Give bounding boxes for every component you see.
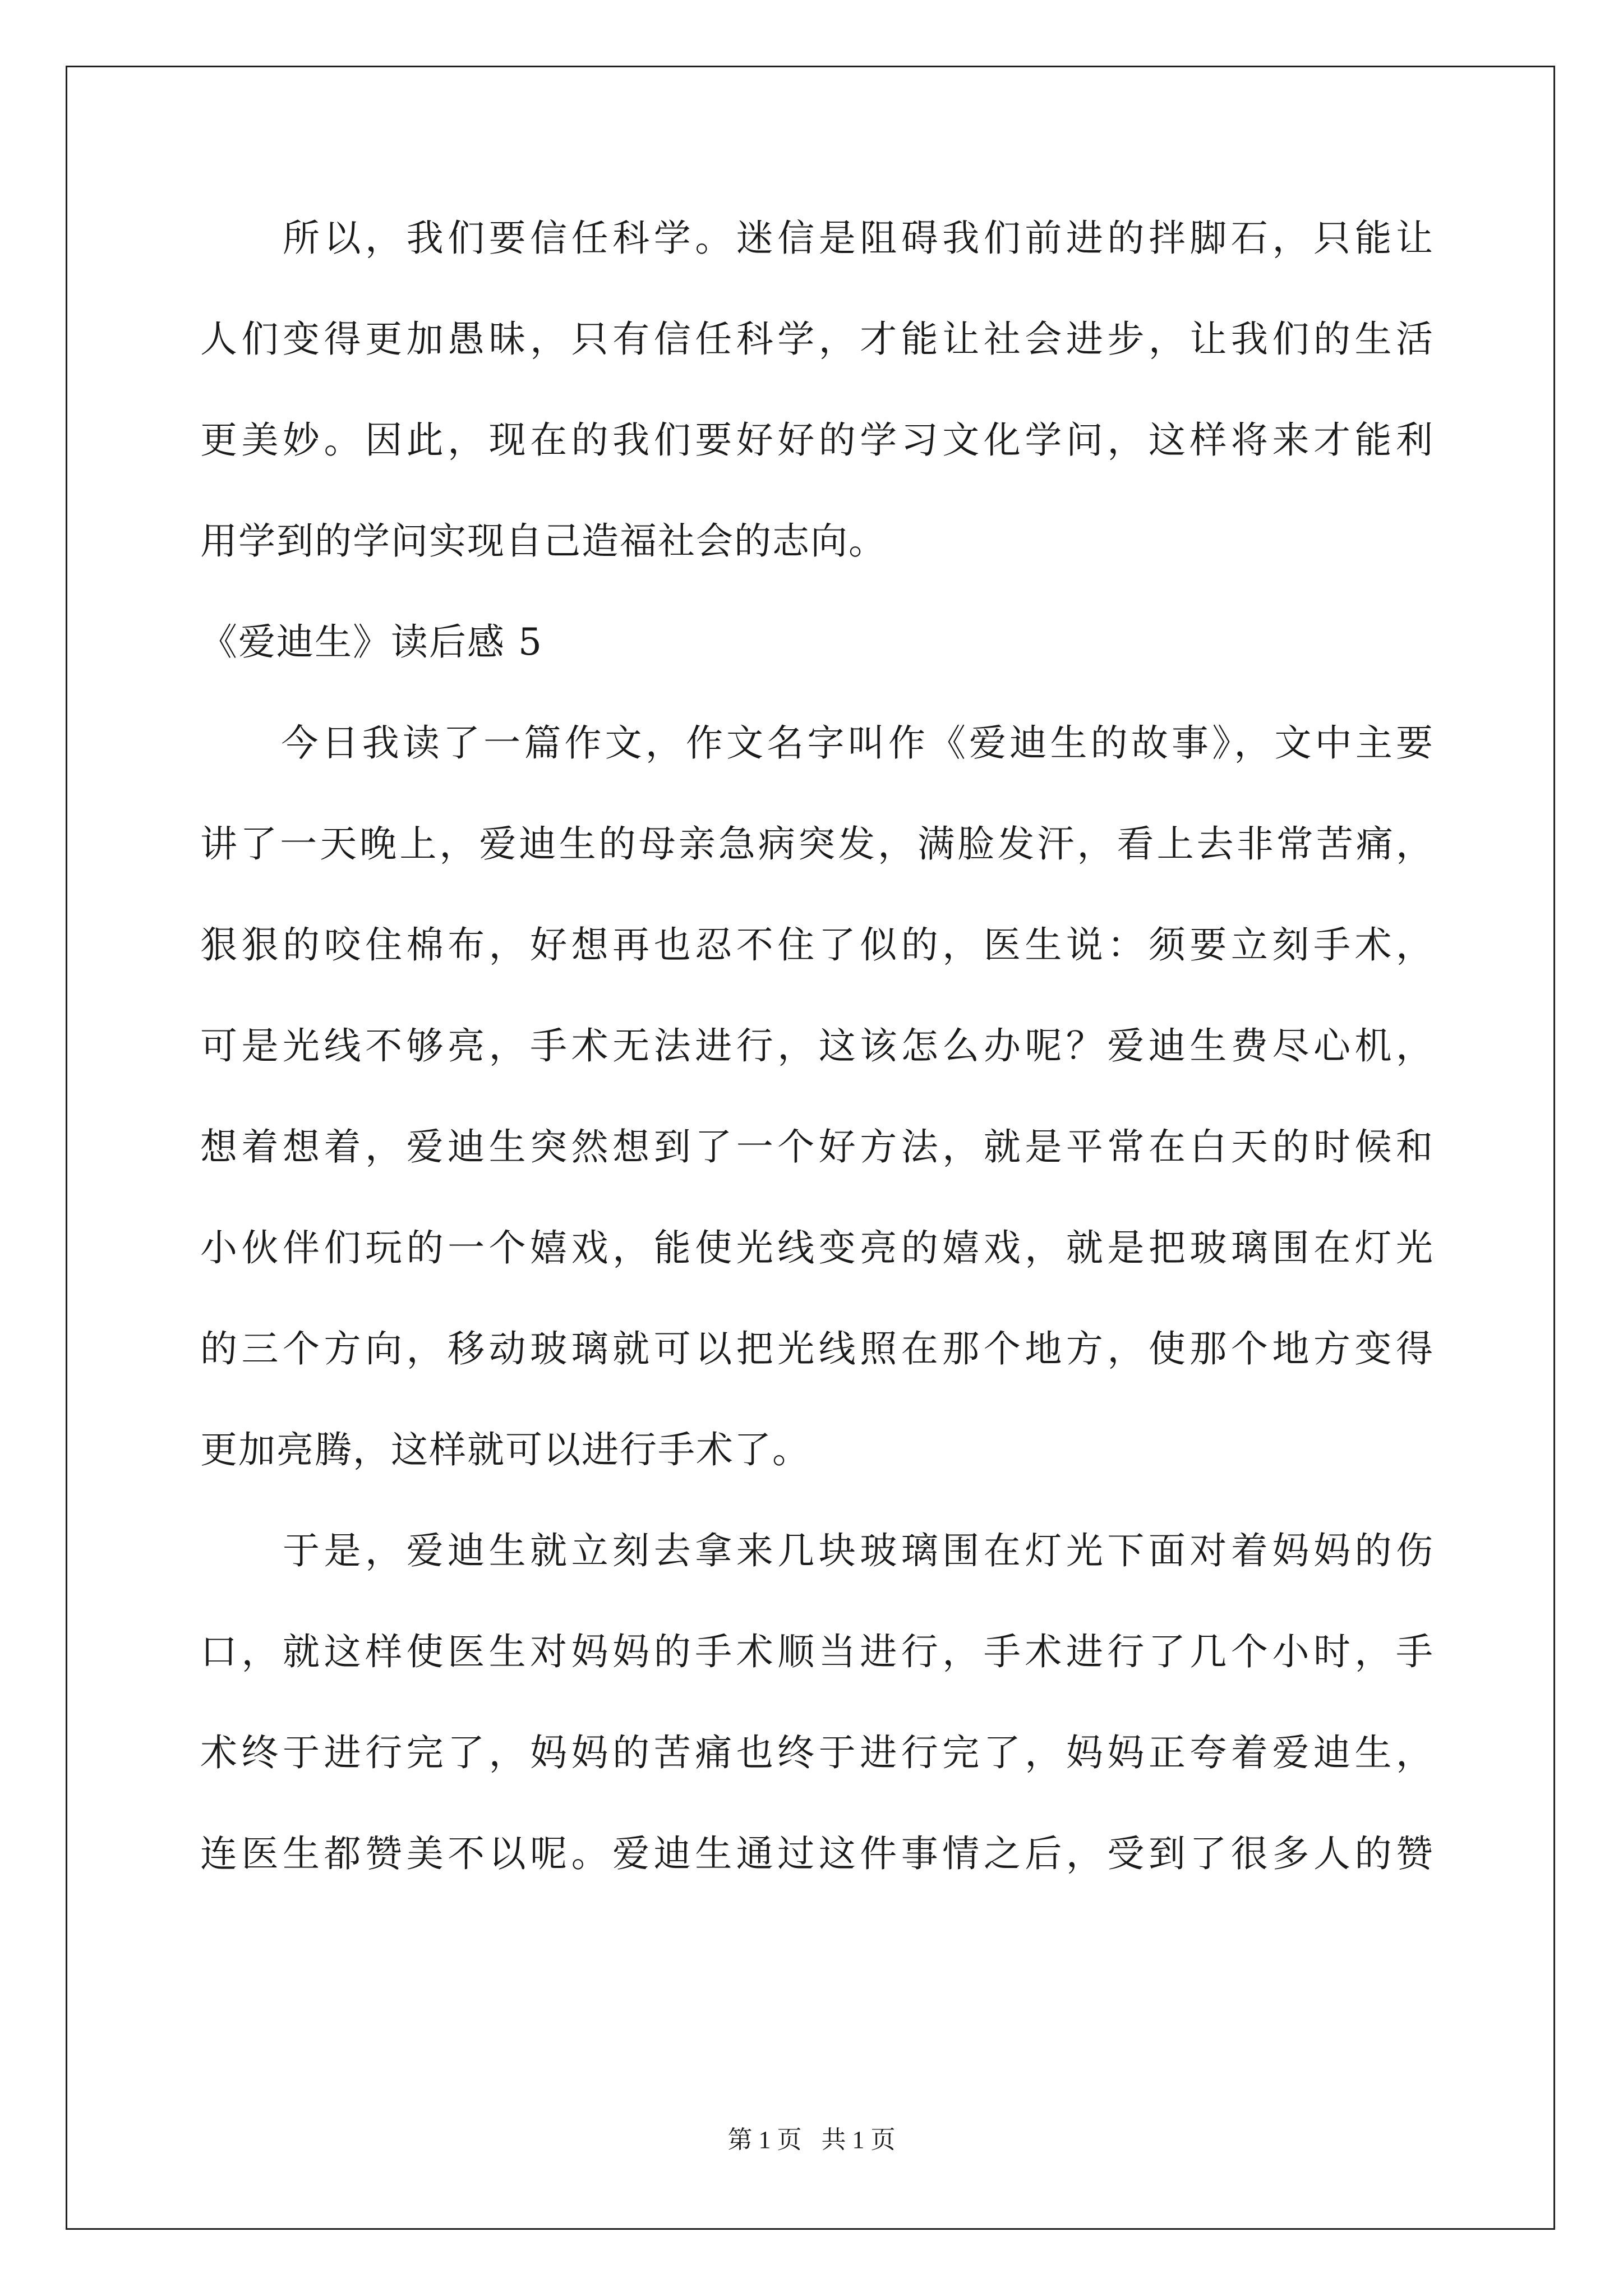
section-heading: 《爱迪生》读后感 5 (200, 620, 543, 664)
text-line: 口，就这样使医生对妈妈的手术顺当进行，手术进行了几个小时，手 (200, 1630, 1434, 1673)
text-line: 更加亮腾，这样就可以进行手术了。 (200, 1428, 810, 1471)
text-line: 今日我读了一篇作文，作文名字叫作《爱迪生的故事》，文中主要 (200, 721, 1434, 765)
text-line: 可是光线不够亮，手术无法进行，这该怎么办呢？爱迪生费尽心机， (200, 1024, 1434, 1068)
text-line: 的三个方向，移动玻璃就可以把光线照在那个地方，使那个地方变得 (200, 1327, 1434, 1370)
text-line: 所以，我们要信任科学。迷信是阻碍我们前进的拌脚石，只能让 (200, 217, 1434, 260)
text-line: 用学到的学问实现自己造福社会的志向。 (200, 519, 887, 563)
text-line: 想着想着，爱迪生突然想到了一个好方法，就是平常在白天的时候和 (200, 1125, 1434, 1168)
page-number: 第 1 页 (727, 2126, 802, 2154)
text-line: 小伙伴们玩的一个嬉戏，能使光线变亮的嬉戏，就是把玻璃围在灯光 (200, 1226, 1434, 1269)
text-line: 术终于进行完了，妈妈的苦痛也终于进行完了，妈妈正夸着爱迪生， (200, 1731, 1434, 1774)
text-line: 更美妙。因此，现在的我们要好好的学习文化学问，这样将来才能利 (200, 418, 1434, 462)
text-line: 连医生都赞美不以呢。爱迪生通过这件事情之后，受到了很多人的赞 (200, 1832, 1434, 1875)
text-line: 狠狠的咬住棉布，好想再也忍不住了似的，医生说：须要立刻手术， (200, 923, 1434, 967)
text-line: 人们变得更加愚昧，只有信任科学，才能让社会进步，让我们的生活 (200, 318, 1434, 361)
text-line: 于是，爱迪生就立刻去拿来几块玻璃围在灯光下面对着妈妈的伤 (200, 1529, 1434, 1572)
page-total: 共 1 页 (821, 2126, 896, 2154)
page-footer (0, 2123, 1623, 2157)
text-line: 讲了一天晚上，爱迪生的母亲急病突发，满脸发汗，看上去非常苦痛， (200, 822, 1434, 866)
